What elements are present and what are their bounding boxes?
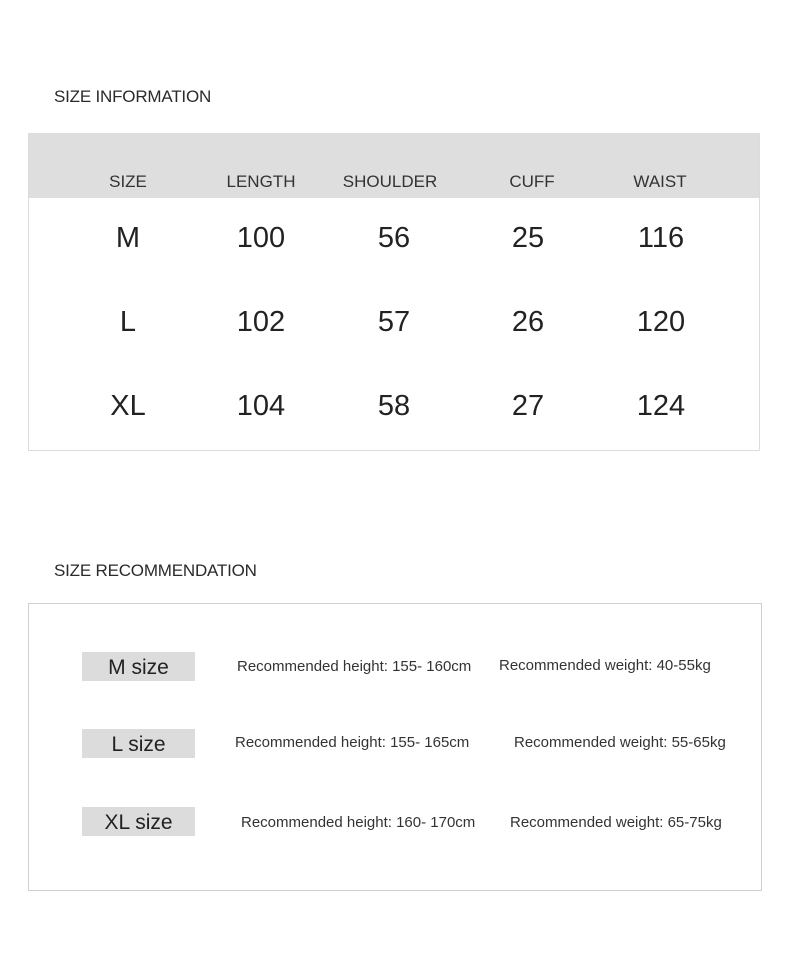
header-length: LENGTH bbox=[226, 172, 296, 191]
row-m-shoulder: 56 bbox=[377, 222, 411, 254]
row-l-shoulder: 57 bbox=[377, 306, 411, 338]
row-l-size: L bbox=[119, 306, 137, 338]
recommended-height-m: Recommended height: 155- 160cm bbox=[237, 658, 472, 675]
recommended-weight-l: Recommended weight: 55-65kg bbox=[514, 734, 726, 751]
table-header-row bbox=[29, 134, 759, 198]
row-m-size: M bbox=[115, 222, 141, 254]
row-xl-shoulder: 58 bbox=[377, 390, 411, 422]
size-label-l: L size bbox=[82, 729, 195, 758]
header-size: SIZE bbox=[109, 172, 147, 191]
size-information-table bbox=[28, 133, 760, 451]
size-information-title: SIZE INFORMATION bbox=[54, 87, 212, 106]
header-waist: WAIST bbox=[633, 172, 687, 191]
row-xl-size: XL bbox=[110, 390, 146, 422]
header-cuff: CUFF bbox=[509, 172, 555, 191]
recommended-height-l: Recommended height: 155- 165cm bbox=[235, 734, 470, 751]
row-m-waist: 116 bbox=[637, 222, 685, 254]
recommended-weight-xl: Recommended weight: 65-75kg bbox=[510, 814, 722, 831]
row-xl-waist: 124 bbox=[636, 390, 686, 422]
row-m-cuff: 25 bbox=[511, 222, 545, 254]
row-xl-length: 104 bbox=[236, 390, 286, 422]
size-label-xl: XL size bbox=[82, 807, 195, 836]
size-recommendation-title: SIZE RECOMMENDATION bbox=[54, 561, 257, 580]
row-m-length: 100 bbox=[236, 222, 286, 254]
row-l-waist: 120 bbox=[636, 306, 686, 338]
recommended-weight-m: Recommended weight: 40-55kg bbox=[499, 657, 711, 674]
row-l-cuff: 26 bbox=[511, 306, 545, 338]
size-recommendation-box bbox=[28, 603, 762, 891]
recommended-height-xl: Recommended height: 160- 170cm bbox=[241, 814, 476, 831]
row-xl-cuff: 27 bbox=[511, 390, 545, 422]
size-label-m: M size bbox=[82, 652, 195, 681]
row-l-length: 102 bbox=[236, 306, 286, 338]
header-shoulder: SHOULDER bbox=[342, 172, 438, 191]
